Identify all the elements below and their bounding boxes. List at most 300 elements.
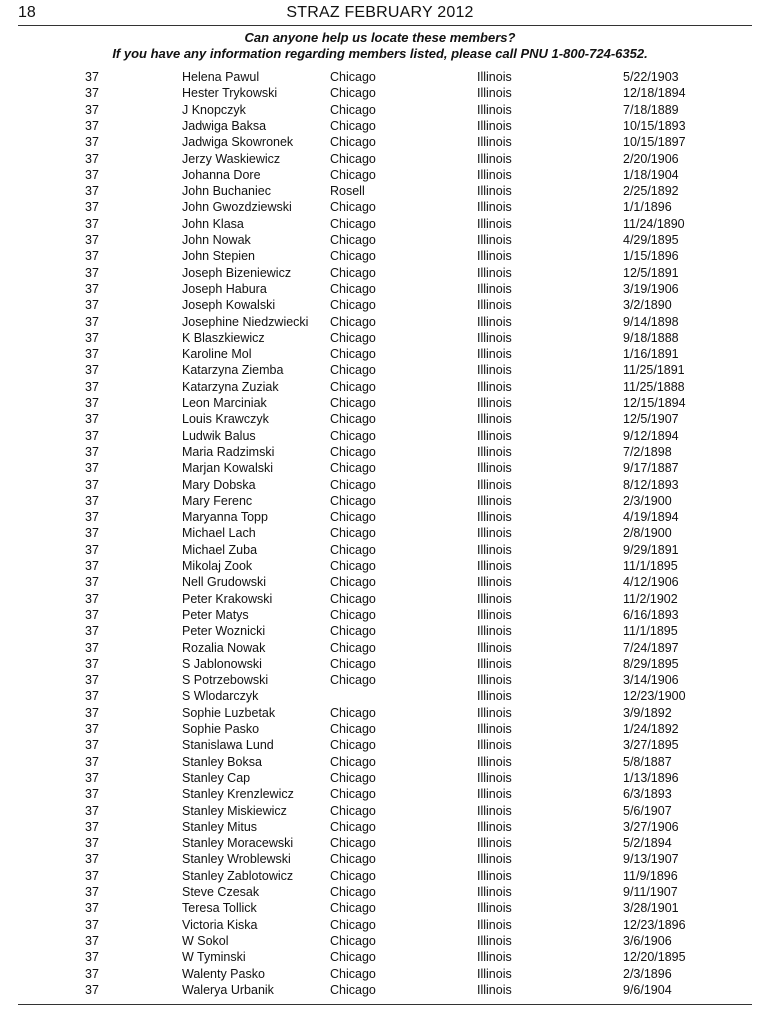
member-birth-date: 1/24/1892 xyxy=(623,722,679,736)
member-city: Chicago xyxy=(330,982,376,997)
member-state: Illinois xyxy=(477,559,512,573)
table-row xyxy=(0,900,760,916)
member-branch-number: 37 xyxy=(85,673,99,688)
member-city: Chicago xyxy=(330,901,376,916)
member-branch-number: 37 xyxy=(85,167,99,182)
table-row xyxy=(0,982,760,998)
member-name: Stanley Cap xyxy=(182,770,251,785)
member-city: Chicago xyxy=(330,102,376,117)
member-branch-number: 37 xyxy=(85,607,99,622)
member-birth-date: 11/25/1891 xyxy=(623,363,685,378)
member-state: Illinois xyxy=(477,102,512,117)
member-city: Chicago xyxy=(330,966,376,981)
member-name: Stanley Mitus xyxy=(182,819,258,834)
member-name: W Tyminski xyxy=(182,950,246,965)
member-state: Illinois xyxy=(477,216,512,231)
member-state: Illinois xyxy=(477,950,512,965)
member-city: Chicago xyxy=(330,493,376,508)
member-branch-number: 37 xyxy=(85,917,99,932)
member-name: Maryanna Topp xyxy=(182,510,268,525)
table-row xyxy=(0,770,760,786)
member-branch-number: 37 xyxy=(85,135,99,150)
member-city: Chicago xyxy=(330,885,376,899)
member-birth-date: 12/23/1900 xyxy=(623,689,686,704)
member-branch-number: 37 xyxy=(85,819,99,834)
member-city: Chicago xyxy=(330,559,376,573)
member-branch-number: 37 xyxy=(85,265,99,280)
member-birth-date: 12/18/1894 xyxy=(623,86,686,101)
table-row xyxy=(0,542,760,558)
table-row xyxy=(0,525,760,541)
member-state: Illinois xyxy=(477,575,512,590)
table-row xyxy=(0,265,760,281)
member-branch-number: 37 xyxy=(85,770,99,785)
member-city: Chicago xyxy=(330,542,376,557)
member-birth-date: 9/12/1894 xyxy=(623,428,679,443)
table-row xyxy=(0,460,760,476)
member-birth-date: 8/12/1893 xyxy=(623,477,679,492)
member-city: Chicago xyxy=(330,444,376,459)
member-city: Chicago xyxy=(330,933,376,948)
member-city: Chicago xyxy=(330,770,376,785)
table-row xyxy=(0,851,760,867)
member-birth-date: 3/27/1895 xyxy=(623,738,679,753)
member-birth-date: 12/5/1907 xyxy=(623,412,679,427)
member-state: Illinois xyxy=(477,347,512,362)
member-state: Illinois xyxy=(477,363,512,378)
table-row xyxy=(0,248,760,264)
member-state: Illinois xyxy=(477,591,512,606)
table-row xyxy=(0,395,760,411)
member-state: Illinois xyxy=(477,412,512,427)
member-branch-number: 37 xyxy=(85,542,99,557)
member-city: Chicago xyxy=(330,70,376,84)
member-name: Maria Radzimski xyxy=(182,444,275,459)
table-row xyxy=(0,672,760,688)
member-birth-date: 4/29/1895 xyxy=(623,233,679,247)
member-state: Illinois xyxy=(477,803,512,818)
member-state: Illinois xyxy=(477,836,512,851)
member-name: Teresa Tollick xyxy=(182,901,257,916)
member-birth-date: 6/16/1893 xyxy=(623,607,679,622)
member-birth-date: 5/2/1894 xyxy=(623,836,672,851)
member-state: Illinois xyxy=(477,542,512,557)
member-state: Illinois xyxy=(477,428,512,443)
member-name: Michael Lach xyxy=(182,526,256,541)
member-branch-number: 37 xyxy=(85,901,99,916)
table-row xyxy=(0,151,760,167)
member-birth-date: 7/18/1889 xyxy=(623,102,679,117)
page-title: STRAZ FEBRUARY 2012 xyxy=(286,4,474,21)
member-city: Chicago xyxy=(330,167,376,182)
table-row xyxy=(0,754,760,770)
member-branch-number: 37 xyxy=(85,885,99,899)
table-row xyxy=(0,346,760,362)
member-name: Joseph Habura xyxy=(182,281,267,296)
member-city: Chicago xyxy=(330,412,376,427)
member-branch-number: 37 xyxy=(85,982,99,997)
member-name: Stanley Zablotowicz xyxy=(182,868,294,883)
notice-contact: If you have any information regarding members listed, please call PNU 1-800-724-6352. xyxy=(112,46,648,61)
member-branch-number: 37 xyxy=(85,738,99,753)
member-name: John Nowak xyxy=(182,233,251,247)
member-birth-date: 2/25/1892 xyxy=(623,184,679,199)
member-name: Stanley Krenzlewicz xyxy=(182,787,294,802)
member-state: Illinois xyxy=(477,86,512,101)
member-state: Illinois xyxy=(477,314,512,329)
member-city: Chicago xyxy=(330,852,376,867)
member-city: Chicago xyxy=(330,640,376,655)
table-row xyxy=(0,688,760,704)
table-row xyxy=(0,281,760,297)
member-name: Stanley Wroblewski xyxy=(182,852,291,867)
table-row xyxy=(0,297,760,313)
member-name: Stanislawa Lund xyxy=(182,738,274,753)
table-row xyxy=(0,509,760,525)
member-state: Illinois xyxy=(477,901,512,916)
member-branch-number: 37 xyxy=(85,233,99,247)
table-row xyxy=(0,786,760,802)
member-state: Illinois xyxy=(477,298,512,313)
table-row xyxy=(0,118,760,134)
member-state: Illinois xyxy=(477,70,512,84)
member-state: Illinois xyxy=(477,982,512,997)
notice-question: Can anyone help us locate these members? xyxy=(244,30,516,45)
member-city: Chicago xyxy=(330,591,376,606)
member-name: Hester Trykowski xyxy=(182,86,278,101)
member-name: Johanna Dore xyxy=(182,167,261,182)
member-birth-date: 3/19/1906 xyxy=(623,281,679,296)
member-name: Peter Matys xyxy=(182,607,249,622)
table-row xyxy=(0,803,760,819)
member-branch-number: 37 xyxy=(85,787,99,802)
member-city: Chicago xyxy=(330,118,376,133)
member-birth-date: 9/18/1888 xyxy=(623,330,679,345)
table-row xyxy=(0,868,760,884)
header-divider xyxy=(18,25,752,26)
member-state: Illinois xyxy=(477,673,512,688)
member-city: Chicago xyxy=(330,216,376,231)
member-city: Chicago xyxy=(330,298,376,313)
member-name: S Potrzebowski xyxy=(182,673,269,688)
member-state: Illinois xyxy=(477,281,512,296)
member-city: Chicago xyxy=(330,526,376,541)
member-name: Karoline Mol xyxy=(182,347,252,362)
member-name: Sophie Luzbetak xyxy=(182,705,276,720)
member-name: Peter Woznicki xyxy=(182,624,266,639)
member-branch-number: 37 xyxy=(85,379,99,394)
member-birth-date: 5/6/1907 xyxy=(623,803,672,818)
member-name: Steve Czesak xyxy=(182,885,260,899)
member-branch-number: 37 xyxy=(85,493,99,508)
member-branch-number: 37 xyxy=(85,510,99,525)
member-city: Chicago xyxy=(330,379,376,394)
member-state: Illinois xyxy=(477,461,512,476)
member-city: Chicago xyxy=(330,738,376,753)
member-birth-date: 11/1/1895 xyxy=(623,624,678,639)
member-city: Chicago xyxy=(330,722,376,736)
member-name: Stanley Miskiewicz xyxy=(182,803,287,818)
member-branch-number: 37 xyxy=(85,184,99,199)
member-state: Illinois xyxy=(477,135,512,150)
member-city: Chicago xyxy=(330,477,376,492)
member-branch-number: 37 xyxy=(85,347,99,362)
member-state: Illinois xyxy=(477,770,512,785)
member-city: Chicago xyxy=(330,607,376,622)
member-city: Chicago xyxy=(330,396,376,410)
member-name: Katarzyna Ziemba xyxy=(182,363,284,378)
member-city: Chicago xyxy=(330,363,376,378)
member-name: Rozalia Nowak xyxy=(182,640,266,655)
member-birth-date: 2/8/1900 xyxy=(623,526,672,541)
table-row xyxy=(0,966,760,982)
table-row xyxy=(0,737,760,753)
member-branch-number: 37 xyxy=(85,526,99,541)
table-row xyxy=(0,835,760,851)
member-city: Chicago xyxy=(330,200,376,215)
member-state: Illinois xyxy=(477,200,512,215)
member-name: Walerya Urbanik xyxy=(182,982,274,997)
member-birth-date: 9/6/1904 xyxy=(623,982,672,997)
member-state: Illinois xyxy=(477,754,512,769)
member-name: S Jablonowski xyxy=(182,656,262,671)
member-birth-date: 12/15/1894 xyxy=(623,396,686,410)
table-row xyxy=(0,607,760,623)
member-city: Chicago xyxy=(330,135,376,150)
member-branch-number: 37 xyxy=(85,933,99,948)
member-birth-date: 3/27/1906 xyxy=(623,819,679,834)
member-state: Illinois xyxy=(477,624,512,639)
member-birth-date: 2/3/1896 xyxy=(623,966,672,981)
member-branch-number: 37 xyxy=(85,216,99,231)
member-state: Illinois xyxy=(477,249,512,264)
table-row xyxy=(0,558,760,574)
table-row xyxy=(0,69,760,85)
member-branch-number: 37 xyxy=(85,249,99,264)
member-city: Chicago xyxy=(330,265,376,280)
member-birth-date: 12/5/1891 xyxy=(623,265,679,280)
member-name: W Sokol xyxy=(182,933,229,948)
table-row xyxy=(0,656,760,672)
member-city: Chicago xyxy=(330,510,376,525)
member-name: Jadwiga Baksa xyxy=(182,118,267,133)
table-row xyxy=(0,428,760,444)
member-birth-date: 9/14/1898 xyxy=(623,314,679,329)
member-state: Illinois xyxy=(477,330,512,345)
member-branch-number: 37 xyxy=(85,86,99,101)
table-row xyxy=(0,819,760,835)
member-birth-date: 6/3/1893 xyxy=(623,787,672,802)
member-city: Chicago xyxy=(330,754,376,769)
member-birth-date: 9/17/1887 xyxy=(623,461,679,476)
member-city: Chicago xyxy=(330,950,376,965)
member-birth-date: 5/8/1887 xyxy=(623,754,672,769)
member-branch-number: 37 xyxy=(85,689,99,704)
member-name: K Blaszkiewicz xyxy=(182,330,265,345)
member-state: Illinois xyxy=(477,656,512,671)
table-row xyxy=(0,574,760,590)
member-state: Illinois xyxy=(477,917,512,932)
member-city: Chicago xyxy=(330,86,376,101)
member-state: Illinois xyxy=(477,933,512,948)
member-name: Joseph Kowalski xyxy=(182,298,276,313)
table-row xyxy=(0,917,760,933)
member-name: Stanley Boksa xyxy=(182,754,262,769)
member-branch-number: 37 xyxy=(85,591,99,606)
member-birth-date: 12/23/1896 xyxy=(623,917,686,932)
member-state: Illinois xyxy=(477,640,512,655)
member-city: Chicago xyxy=(330,461,376,476)
table-row xyxy=(0,379,760,395)
member-birth-date: 9/29/1891 xyxy=(623,542,679,557)
member-city: Chicago xyxy=(330,624,376,639)
member-branch-number: 37 xyxy=(85,151,99,166)
member-city: Chicago xyxy=(330,917,376,932)
member-name: John Buchaniec xyxy=(182,184,271,199)
member-branch-number: 37 xyxy=(85,428,99,443)
member-birth-date: 8/29/1895 xyxy=(623,656,679,671)
member-branch-number: 37 xyxy=(85,559,99,573)
member-state: Illinois xyxy=(477,689,512,704)
member-branch-number: 37 xyxy=(85,444,99,459)
member-branch-number: 37 xyxy=(85,461,99,476)
member-city: Chicago xyxy=(330,233,376,247)
member-branch-number: 37 xyxy=(85,363,99,378)
table-row xyxy=(0,314,760,330)
member-birth-date: 11/25/1888 xyxy=(623,379,685,394)
member-birth-date: 1/18/1904 xyxy=(623,167,679,182)
member-state: Illinois xyxy=(477,477,512,492)
member-birth-date: 3/6/1906 xyxy=(623,933,672,948)
member-state: Illinois xyxy=(477,738,512,753)
member-branch-number: 37 xyxy=(85,412,99,427)
member-name: Walenty Pasko xyxy=(182,966,265,981)
member-name: S Wlodarczyk xyxy=(182,689,259,704)
member-name: John Stepien xyxy=(182,249,255,264)
footer-divider xyxy=(18,1004,752,1005)
member-city: Chicago xyxy=(330,347,376,362)
member-name: Mary Ferenc xyxy=(182,493,253,508)
member-branch-number: 37 xyxy=(85,803,99,818)
member-branch-number: 37 xyxy=(85,575,99,590)
member-state: Illinois xyxy=(477,526,512,541)
member-state: Illinois xyxy=(477,151,512,166)
member-birth-date: 7/2/1898 xyxy=(623,444,672,459)
table-row xyxy=(0,640,760,656)
member-state: Illinois xyxy=(477,118,512,133)
member-branch-number: 37 xyxy=(85,722,99,736)
table-row xyxy=(0,411,760,427)
member-city: Chicago xyxy=(330,249,376,264)
member-state: Illinois xyxy=(477,705,512,720)
member-name: Josephine Niedzwiecki xyxy=(182,314,309,329)
table-row xyxy=(0,933,760,949)
member-branch-number: 37 xyxy=(85,118,99,133)
member-name: Jerzy Waskiewicz xyxy=(182,151,281,166)
member-state: Illinois xyxy=(477,852,512,867)
member-name: Stanley Moracewski xyxy=(182,836,294,851)
member-name: Louis Krawczyk xyxy=(182,412,269,427)
table-row xyxy=(0,705,760,721)
member-state: Illinois xyxy=(477,379,512,394)
table-row xyxy=(0,199,760,215)
member-birth-date: 12/20/1895 xyxy=(623,950,686,965)
member-city: Chicago xyxy=(330,673,376,688)
member-city: Chicago xyxy=(330,705,376,720)
member-name: Helena Pawul xyxy=(182,70,260,84)
member-city: Chicago xyxy=(330,836,376,851)
member-name: Jadwiga Skowronek xyxy=(182,135,294,150)
member-state: Illinois xyxy=(477,868,512,883)
member-branch-number: 37 xyxy=(85,200,99,215)
table-row xyxy=(0,102,760,118)
member-birth-date: 10/15/1893 xyxy=(623,118,686,133)
member-state: Illinois xyxy=(477,510,512,525)
member-branch-number: 37 xyxy=(85,705,99,720)
member-branch-number: 37 xyxy=(85,396,99,410)
table-row xyxy=(0,477,760,493)
member-birth-date: 11/24/1890 xyxy=(623,216,685,231)
table-row xyxy=(0,949,760,965)
table-row xyxy=(0,591,760,607)
member-name: Marjan Kowalski xyxy=(182,461,274,476)
member-state: Illinois xyxy=(477,607,512,622)
member-branch-number: 37 xyxy=(85,624,99,639)
member-name: Peter Krakowski xyxy=(182,591,273,606)
member-birth-date: 3/2/1890 xyxy=(623,298,672,313)
member-state: Illinois xyxy=(477,184,512,199)
table-row xyxy=(0,493,760,509)
table-row xyxy=(0,167,760,183)
member-state: Illinois xyxy=(477,885,512,899)
member-city: Chicago xyxy=(330,428,376,443)
member-state: Illinois xyxy=(477,265,512,280)
member-birth-date: 3/28/1901 xyxy=(623,901,679,916)
member-name: J Knopczyk xyxy=(182,102,246,117)
member-birth-date: 11/2/1902 xyxy=(623,591,678,606)
member-city: Chicago xyxy=(330,575,376,590)
member-city: Chicago xyxy=(330,330,376,345)
member-state: Illinois xyxy=(477,444,512,459)
table-row xyxy=(0,183,760,199)
member-birth-date: 7/24/1897 xyxy=(623,640,679,655)
member-branch-number: 37 xyxy=(85,656,99,671)
member-city: Rosell xyxy=(330,184,365,199)
member-state: Illinois xyxy=(477,819,512,834)
member-branch-number: 37 xyxy=(85,330,99,345)
table-row xyxy=(0,232,760,248)
table-row xyxy=(0,134,760,150)
member-branch-number: 37 xyxy=(85,298,99,313)
member-branch-number: 37 xyxy=(85,950,99,965)
member-name: Leon Marciniak xyxy=(182,396,267,410)
table-row xyxy=(0,444,760,460)
member-branch-number: 37 xyxy=(85,477,99,492)
member-birth-date: 11/1/1895 xyxy=(623,559,678,573)
member-state: Illinois xyxy=(477,966,512,981)
member-city: Chicago xyxy=(330,656,376,671)
member-state: Illinois xyxy=(477,167,512,182)
member-branch-number: 37 xyxy=(85,281,99,296)
member-city: Chicago xyxy=(330,281,376,296)
member-birth-date: 10/15/1897 xyxy=(623,135,686,150)
table-row xyxy=(0,330,760,346)
member-branch-number: 37 xyxy=(85,70,99,84)
member-name: Joseph Bizeniewicz xyxy=(182,265,292,280)
member-state: Illinois xyxy=(477,396,512,410)
member-state: Illinois xyxy=(477,233,512,247)
member-birth-date: 5/22/1903 xyxy=(623,70,679,84)
